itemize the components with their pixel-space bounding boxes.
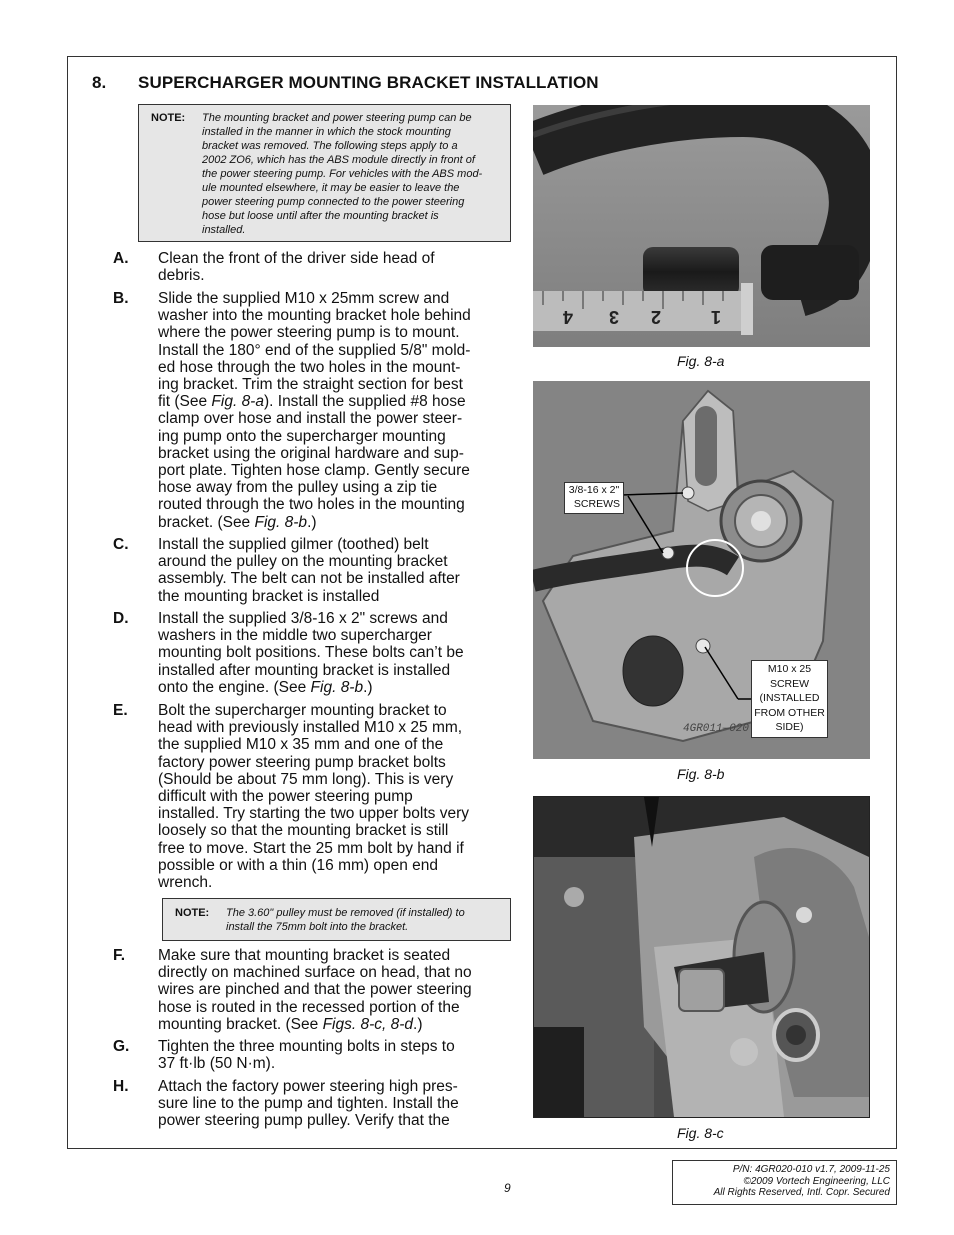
step-line: Tighten the three mounting bolts in steps to [158,1038,455,1055]
step-line: washer into the mounting bracket hole behind [158,307,471,325]
step-text [158,1038,510,1072]
step-text [158,290,510,531]
step-line: difficult with the power steering pump [158,788,413,806]
step-line: fit (See Fig. 8-a). Install the supplied #8 hose [158,393,466,411]
step-line: Install the supplied 3/8-16 x 2" screws and [158,610,448,627]
note-line: The mounting bracket and power steering pump can be [202,112,472,124]
step-line: bracket using the original hardware and sup- [158,444,464,462]
bracket-marking: 4GR011—020 [683,723,750,735]
callout-m10-screw [751,660,828,738]
step-text [158,250,510,284]
step-letter: F. [113,947,126,964]
ruler-number: 4 [562,307,573,327]
note-line: hose but loose until after the mounting bracket is [202,210,439,222]
step-line: Slide the supplied M10 x 25mm screw and [158,290,450,307]
step-line: hose is routed in the recessed portion of the [158,998,460,1016]
figure-8b-caption: Fig. 8-b [677,766,725,782]
callout-line: SIDE) [775,721,804,733]
step-line: possible or with a thin (16 mm) open end [158,856,439,874]
step-line: head with previously installed M10 x 25 mm, [158,719,463,737]
step-line: onto the engine. (See Fig. 8-b.) [158,678,373,696]
note-text [226,906,508,934]
step-line: bracket. (See Fig. 8-b.) [158,513,317,531]
step-line: 37 ft·lb (50 N·m). [158,1055,276,1073]
rights-line: All Rights Reserved, Intl. Copr. Secured [713,1187,890,1198]
step-line: clamp over hose and install the power steer- [158,410,463,428]
step-letter: B. [113,290,129,307]
step-line: Clean the front of the driver side head of [158,250,435,267]
step-line: ed hose through the two holes in the mount- [158,358,461,376]
figure-8c-photo [533,796,870,1118]
step-line: debris. [158,267,205,285]
step-line: mounting bolt positions. These bolts can’t be [158,644,464,662]
step-letter: H. [113,1078,129,1095]
ruler-number: 3 [608,307,619,327]
step-line: (Should be about 75 mm long). This is very [158,770,454,788]
step-line: Install the 180° end of the supplied 5/8" mold- [158,341,471,359]
callout-line: SCREW [769,677,810,690]
note-line: install the 75mm bolt into the bracket. [226,921,409,933]
step-line: washers in the middle two supercharger [158,627,432,645]
step-line: sure line to the pump and tighten. Install the [158,1095,459,1113]
note-line: bracket was removed. The following steps apply to a [202,140,458,152]
step-line: hose away from the pulley using a zip tie [158,479,438,497]
note-line: installed. [202,224,246,236]
step-line: around the pulley on the mounting bracket [158,553,448,571]
step-line: installed after mounting bracket is installed [158,661,451,679]
note-line: power steering pump connected to the power steering [202,196,465,208]
ruler-number: 1 [710,307,721,327]
figure-8c-caption: Fig. 8-c [677,1125,724,1141]
step-text [158,536,510,605]
section-heading [92,73,599,93]
note-line: The 3.60" pulley must be removed (if installed) to [226,907,465,919]
note-line: installed in the manner in which the stock mounting [202,126,451,138]
step-line: installed. Try starting the two upper bolts very [158,805,470,823]
step-line: wrench. [158,874,213,892]
step-letter: C. [113,536,129,553]
section-number: 8. [92,73,107,92]
step-letter: D. [113,610,129,627]
step-line: factory power steering pump bracket bolts [158,753,446,771]
step-line: Bolt the supercharger mounting bracket to [158,702,447,719]
step-line: Attach the factory power steering high pres- [158,1078,458,1095]
note-label: NOTE: [151,112,186,124]
step-line: ing bracket. Trim the straight section for best [158,376,463,394]
note-label: NOTE: [175,907,210,919]
callout-screws [564,482,624,514]
figure-8a-caption: Fig. 8-a [677,353,725,369]
step-text [158,702,510,891]
step-line: Install the supplied gilmer (toothed) belt [158,536,429,553]
callout-line: M10 x 25 [767,663,812,675]
step-line: directly on machined surface on head, that no [158,964,472,982]
callout-line: (INSTALLED [759,692,820,704]
step-line: the supplied M10 x 35 mm and one of the [158,736,444,754]
step-line: mounting bracket. (See Figs. 8-c, 8-d.) [158,1015,423,1033]
step-text [158,1078,510,1130]
step-line: loosely so that the mounting bracket is still [158,822,449,840]
engine-head-photo-illustration [534,797,869,1117]
step-line: the mounting bracket is installed [158,587,380,605]
step-line: power steering pump pulley. Verify that the [158,1112,450,1130]
callout-line: SCREWS [573,498,620,510]
step-line: assembly. The belt can not be installed after [158,570,460,588]
ruler-number: 2 [650,307,661,327]
step-line: free to move. Start the 25 mm bolt by hand if [158,839,464,857]
figure-8a-photo [533,105,870,347]
step-text [158,947,510,1033]
note-text [202,111,507,237]
step-letter: E. [113,702,128,719]
note-line: the power steering pump. For vehicles with the ABS mod- [202,168,483,180]
step-line: where the power steering pump is to mount. [158,324,460,342]
page-number: 9 [504,1181,511,1195]
step-line: wires are pinched and that the power steering [158,981,472,999]
footer-info-box [672,1160,897,1205]
step-letter: A. [113,250,129,267]
hose-photo-illustration [533,105,870,347]
note-box-pulley [162,898,511,941]
note-line: 2002 ZO6, which has the ABS module directly in front of [202,154,475,166]
step-letter: G. [113,1038,130,1055]
step-line: routed through the two holes in the mounting [158,496,465,514]
step-line: ing pump onto the supercharger mounting [158,427,446,445]
copyright-line: ©2009 Vortech Engineering, LLC [743,1175,890,1187]
callout-line: FROM OTHER [754,706,825,719]
note-line: ule mounted elsewhere, it may be easier to leave the [202,182,460,194]
step-text [158,610,510,696]
step-line: port plate. Tighten hose clamp. Gently secure [158,462,470,480]
callout-line: 3/8-16 x 2" [568,484,620,496]
section-title: SUPERCHARGER MOUNTING BRACKET INSTALLATION [138,73,599,92]
step-line: Make sure that mounting bracket is seated [158,947,451,964]
part-number: P/N: 4GR020-010 v1.7, 2009-11-25 [732,1164,890,1175]
note-box-bracket [138,104,511,242]
